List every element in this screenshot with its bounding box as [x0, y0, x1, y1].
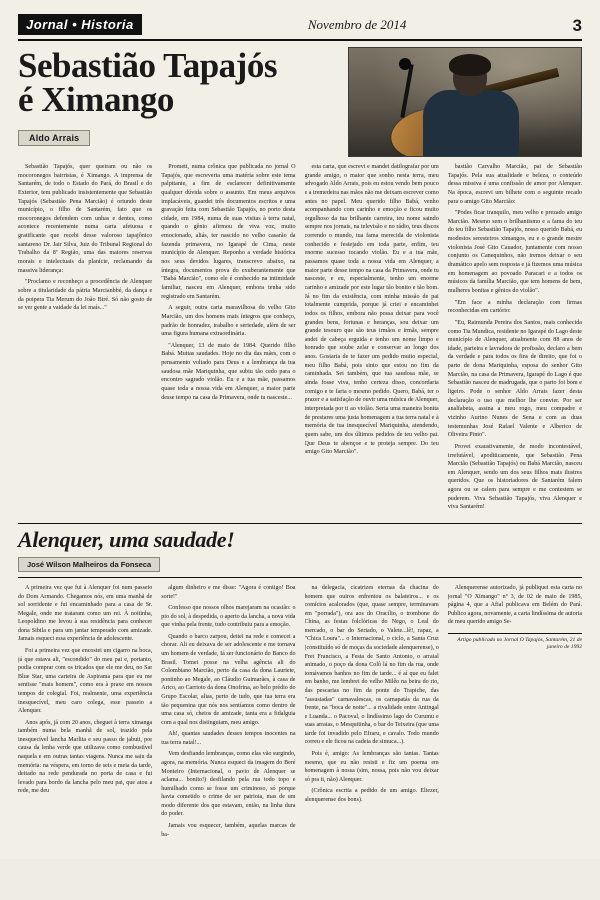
headline-zone: [18, 47, 582, 157]
article1-column-4: [448, 163, 582, 515]
paragraph: esta carta, que escrevi e mandei datilografar por um grande amigo, o maior que sonho nesta terra, meu advogado Aldo Arrais, pois eu estou vendo bem pouco e a tremedeira nas mãos não me deixam escrever como antes no papel. Meu querido filho Babá, venho acompanhando com carinho e emoção e ficou muito orgulhoso da tua brilhante carreira, teu nome saindo sempre nos jornais, na televisão e no rádio, teus discos correndo o mundo, tua fama merecida de violonista conhecido e festejado em toda parte, enfim, teu enorme sucesso tocando violão. Eu e a tua mãe, passamos quase toda a nossa vida em Alenquer, a maior parte desse tempo na casa da Primavera, onde tu nasceste, e eu, especialmente, tenho um enorme carinho e amizade por este lugar tão bonito e tão bom. Já no fim da existência, com minha missão de pai totalmente cumprida, porque já criei e encaminhei todos os filhos, embora não possa deixar para você grandes bens, fortunas e heranças, sou deixar um grande tesouro que são teus irmãos e irmãs, sempre andei de cabeça erguida e tenho um nome limpo e honrado que soube zelar e conservar ao longo dos anos. Gostaria de te fazer um pedido muito especial, meu filho Babá, pois sinto que estou no fim da caminhada. Sei também, que tua saudosa mãe, se ainda fosse viva, tenho certeza disso, concordaria comigo e te faria o mesmo pedido. Quero, Babá, ter o prazer e a satisfação de ouvir uma música de Alenquer, interpretada por ti ao violão. Seria uma maneira bonita de prestares uma justa homenagem a tua terra natal e à memória de tua inesquecível Mariquinha, atendendo, quem sabe, um dos últimos pedidos de teu velho pai. Que Deus te abençoe e te proteja sempre. Do teu amigo Gito Marcião".: [304, 164, 439, 456]
paragraph: Alenquerense autorizado, já publiquei esta carta no jornal "O Ximango" nº 3, de 02 de maio de 1985, página 4, que a Afial publicava em Belém do Pará. Publico agora, novamente, a carta lindíssima de autoria de meu querido amigo Se-: [447, 585, 582, 626]
paragraph: (Crônica escrita a pedido de um amigo. Eliezer, alenquerense dos bons).: [304, 788, 439, 803]
paragraph: Ah!, quantas saudades desses tempos inocentes na tua terra natal!...: [161, 731, 296, 746]
paragraph: algum dinheiro e me disse: "Agora é contigo! Boa sorte!": [161, 585, 296, 600]
paragraph: A primeira vez que fui à Alenquer foi num passeio do Dom Armando. Chegamos nós, em uma manhã de sol sorridente e fui encaminhado para a casa de Sr. Megale, onde me trataram como um rei. À noitinha, Leopoldino me levou à sua residência para conhecer dona Sibila e para um jantar temperado com amizade. Jamais esqueci essa experiência de adolescente.: [18, 585, 153, 643]
paragraph: Foi a primeira vez que encostei um cigarro na boca, já que estava ali, "escondido" do meu pai e, portanto, podia comprar com os tricados que ele me deu, no Sar Blue Star, uma carteira de Aspirama para que eu me sentisse "mais homem", como era à praxe em nossos tempos de colegial. Foi, realmente, uma experiência inesquecível, meu caro colega, esse passeio a Alenquer.: [18, 648, 153, 715]
paragraph: Provei exaustivamente, de modo incontestável, irrefutável, apoditicamente, que Sebastião Pena Marcião (Sebastião Tapajós) ou Babá Marcião, nasceu em Alenquer, sendo um dos seus filhos mais ilustres queridos. Que os historiadores de Santarém falem agora ou se calem para sempre e me contestem se puderem. Viva Sebastião Tapajós, viva Alenquer e viva Santarém!: [447, 443, 582, 511]
article-byline: Aldo Arrais: [18, 130, 90, 146]
article-top-columns: [18, 163, 582, 515]
paragraph: na delegacia, cicatrizes eternas da chacina do homem que ouiros enfrentou os balateiros... e os comícios acalorados (que, quase sempre, terminavam em "porrada"), ora aos do Oracílio, o trombone do China, as festas folclóricas do Nego, o Leal do mercado, o bar do Seriado, o Valete...lê!, rapaz, a "Chica Loura"... o Internacional, o ciclo, a Santa Cruz (constituído só de moças da sociedade alenquerense), o Frei Francisco, a Festa de Santo Antonio, o arraial animado, o poço da dona Colô lá no fim da rua, onde tomávamos banhos no fim de tarde... é aí que eu falei em banho, me lembrei do velho Milêo na beira do rio, das pescarias no fim da ponte do Trapiche, das "assustadas" carnavalescas, os carnapatás da rua da frente, na "boca de noite"... a rivalidade entre Antingal e Luanda... o Pacoval, o lindíssimo lago do Curumu e suas arraias, o Mesquitinha, o bar do Teixeira (que uma tarde foi invadido pelo Efraru, e cavalo. Todo mundo correu e ele ficou na cadeia de simuca...).: [304, 585, 439, 746]
paragraph: Jamais vou esquecer, também, aquelas marcas de ba-: [161, 823, 296, 838]
paragraph: "Alenquer, 13 de maio de 1984. Querido filho Babá. Muitas saudades. Hoje no dia das mães, com o pensamento voltado para Deus e a lembrança da tua saudosa mãe Mariquinha, que subiu tão cedo para o encontro sagrado violão. Eu e a tua mãe, passamos quase toda a nossa vida em Alenquer, a maior parte desse tempo na casa da Primavera, onde tu nasceste...: [161, 342, 296, 401]
paragraph: A seguir, outra carta maravilhosa do velho Gito Marcião, um dos homens mais íntegros que conheço, padrão de honradez, trabalho e seriedade, além de ser uma figura humana extraordinária.: [161, 305, 296, 338]
page-number: 3: [572, 16, 582, 35]
headline-line-1: Sebastião Tapajós: [18, 46, 277, 85]
paragraph: "Proclamo e reconheço a procedência de Alenquer sobre a titularidade da pátria Marcianbbé, da dança e da poipera Tia Merum do João Biré. Só não gosto de se ver gente a vaidade da lei maís...": [18, 279, 153, 312]
article2-column-3: [305, 584, 439, 900]
article2-column-4: [448, 584, 582, 900]
article1-column-1: [18, 163, 152, 515]
musician-hair-shape: [449, 54, 491, 76]
paragraph: Pois é, amigo: As lembranças são tantas. Tantas mesmo, que eu não resisti e fiz um poema em homenagem à nossa (sim, nossa, pois não vou deixar só pra ti, não) Alenquer.: [304, 750, 439, 783]
paragraph: Quando o barco zarpou, deitei na rede e comecei a chorar. Ali eu deixava de ser adolescente e me tornava um homem de verdade, Iá ser funcionário do Banco do Brasil. Tomei posse na velha agência ali do Colombiano Marcião, perto da casa da dona Lauriete, pontinho ao Megale, ao Cláudio Guimarães, à casa de Arico, ao Carrioto da dona Onofrina, ao belo prédio do Grupo Escolar, alias, perto de tudo, que tua terra era tão pequenina que nós nos sentíamos como dentro de uma casa só, cheios de amizade, tanta era a fidalguia com a qual nos distinguiam, meu amigo.: [161, 633, 296, 726]
newspaper-brand: Jornal • Historia: [18, 14, 142, 35]
article2-banner: [18, 523, 582, 578]
paragraph: Sebastião Tapajós, quer queiram ou não os mocoronegos bairristas, é Ximango. A imprensa de Santarém, de todo o Estado do Pará, do Brasil e do Exterior, tem publicado insistentemente que Sebastião Tapajós (Sebastião Pena Marcião) é oriundo deste município, o filho de Santarém, fato que os mocoronegos defendem com unhas e dentes, como acontece recentemente numa carta afetuosa e gratificante que recebi desse valoroso tapajônico santareno Dr. Jair Silva, Juiz do Tribunal Regional do Trabalho da 8ª Região, uma das maiores reservas morais e intelectuais da planície, reclamando da massiva liderança:: [18, 164, 153, 274]
paragraph: Anos após, já com 20 anos, cheguei à terra ximanga também numa bela manhã de sol, trazido pela inesquecível lancha Marlita e seu passo de jabuti, por causa da lenha verde que utilizava como combustível naquela e em outras tantas viagens. Nunca me saiu da memória: na véspera, em torno de seis e meia da tarde, deitado na rede pendurada no porta de casa e fui levado para bordo da lancha pelo meu pai, que atou a rede, me deu: [18, 719, 153, 795]
page-title: [18, 46, 338, 120]
article2-column-2: [161, 584, 295, 900]
paragraph: Confesso que nossos olhos marejaram na ocasião: o pio do sol, à despedida, o aperto da lancha, a nova vida que vinha pela frente, tudo contribuiu para a emoção.: [161, 605, 296, 629]
musician-torso-shape: [423, 90, 519, 157]
issue-date: Novembro de 2014: [307, 17, 407, 32]
article-bottom-columns: [18, 584, 582, 900]
article2-headline: Alenquer, uma saudade!: [18, 527, 235, 552]
article2-column-1: [18, 584, 152, 900]
article2-byline: José Wilson Malheiros da Fonseca: [18, 557, 160, 572]
paragraph: "Em face a minha declaração com firmas reconhecidas em cartório:: [447, 299, 582, 315]
byline-wrap: [18, 128, 338, 146]
paragraph: "Podes ficar tranquilo, meu velho e prezado amigo Marcião. Mesmo sem o brilhantismo e a fama do teu do teu filho Sebastião Tapajós, nosso querido Babá, eu modestos seresteiros ximangos, eu e o grande mestre violonista José Gito Cauador, juntamente com nosso conjunto os Canequinhos, não iremos deixar o seu dramático apelo sem resposta e já fizemos uma música em homenagem ao povoado Paracari e a todos os músicos da família Marcião, que tem homens de bem, mulheres bonitas e gênios do violão".: [447, 210, 582, 294]
paragraph: "Eu, Raimunda Pereira dos Santos, mais conhecida como Tia Mundica, residente no Igarapé do Lago deste município de Alenquer, atualmente com 88 anos de idade, parteira e lavradora de profissão, declaro a bem da verdade e para todos os fins de direito, que foi o parto de dona Mariquinha, esposa do senhor Gito Marcião, na casa da Primavera, Igarapé do Lago é que Sebastião nasceu de madrugada, que o parto foi bom e ligeiro. Pode o senhor Aldo Arrais fazer desta declaração o uso que melhor lhe convier. Por ser analfabeta, assina a meu rogo, meu compadre e vizinho Aurino Nunes de Sena e com as duas testemunhas José Rafael Valente e Alberico de Oliveira Pinto".: [447, 319, 582, 439]
article-credit: Artigo publicado no Jornal O Tapajós, Santarém, 21 de janeiro de 1992: [448, 633, 582, 652]
masthead: [18, 14, 582, 41]
microphone-icon: [399, 58, 411, 70]
sebastiao-tapajos-photo: [348, 47, 582, 157]
paragraph: Prometi, numa crônica que publicada no jornal O Tapajós, que escreveria uma matéria sobre este tema palpitante, a fim de esclarecer definitivamente qualquer dúvida sobre o assunto. Em meus arquivos implacáveis, guardei três documentos escritos e uma gravação feita com Sebastião Tapajós, no porto desta cidade, em 1984, numa de suas visitas à terra natal, quando o gênio afirmou de viva voz, muito emocionado, aliás, ter nascido no velho casarão da fazenda primavera, no Igarapé de Cima, neste município de Alenquer. Reponho a verdade histórica nos seus devidos lugares, transcrevo abaixo, na íntegra, documentos prova do exuberantemente que "Babá Marcião", como ele é conhecido na intimidade familiar, nasceu em Alenquer, embora tenha sido registrado em Santarém.: [161, 164, 296, 300]
article1-column-2: [161, 163, 295, 515]
headline-block: [18, 47, 338, 157]
paragraph: Vem desfiando lembranças, como elas vão surgindo, agora, na memória. Nunca esqueci da imagem do Beré Monteiro (Internacional, o pavio de Alenquer se aclama... bonito!) desfilando pela rua todo topo e humilhado como se fosse um criminoso, só porque havia cometido o crime de ser patriota, mas de um modo diferente dos que estavam, então, na linha dura do poder.: [161, 751, 296, 818]
article1-column-3: [305, 163, 439, 515]
headline-line-2: é Ximango: [18, 80, 174, 120]
paragraph: bastião Carvalho Marcião, pai de Sebastião Tapajós. Pela sua atualidade e beleza, o conteúdo dessa missiva é uma confissão de amor por Alenquer. Na época, escrevi um bilhete com o seguinte recado para o amigo Gito Marcião:: [447, 164, 582, 205]
